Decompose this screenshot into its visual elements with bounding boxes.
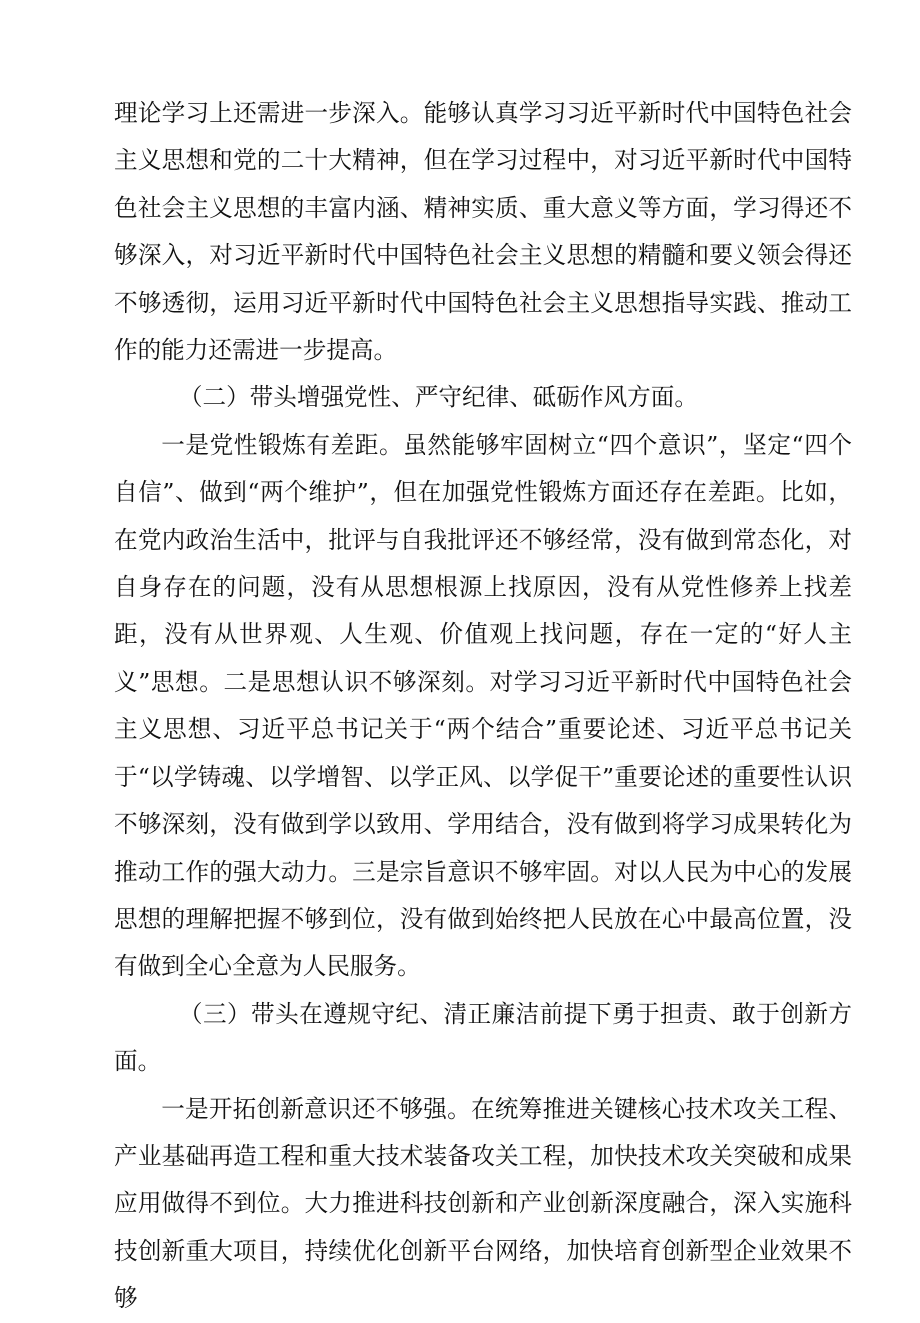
document-body xyxy=(114,90,852,1323)
section-heading-2: （二）带头增强党性、严守纪律、砥砺作风方面。 xyxy=(178,383,698,412)
section-heading-3: （三）带头在遵规守纪、清正廉洁前提下勇于担责、敢于创新方面。 xyxy=(114,999,852,1076)
paragraph-party-spirit: 一是党性锻炼有差距。虽然能够牢固树立“四个意识”，坚定“四个自信”、做到“两个维护”，但在加强党性锻炼方面还存在差距。比如，在党内政治生活中，批评与自我批评还不够经常，没有做到常态化，对自身存在的问题，没有从思想根源上找原因，没有从党性修养上找差距，没有从世界观、人生观、价值观上找问题，存在一定的“好人主义”思想。二是思想认识不够深刻。对学习习近平新时代中国特色社会主义思想、习近平总书记关于“两个结合”重要论述、习近平总书记关于“以学铸魂、以学增智、以学正风、以学促干”重要论述的重要性认识不够深刻，没有做到学以致用、学用结合，没有做到将学习成果转化为推动工作的强大动力。三是宗旨意识不够牢固。对以人民为中心的发展思想的理解把握不够到位，没有做到始终把人民放在心中最高位置，没有做到全心全意为人民服务。 xyxy=(114,430,852,981)
paragraph-innovation: 一是开拓创新意识还不够强。在统筹推进关键核心技术攻关工程、产业基础再造工程和重大技术装备攻关工程，加快技术攻关突破和成果应用做得不到位。大力推进科技创新和产业创新深度融合，深入实施科技创新重大项目，持续优化创新平台网络，加快培育创新型企业效果不够 xyxy=(114,1094,852,1313)
paragraph-theory-study: 理论学习上还需进一步深入。能够认真学习习近平新时代中国特色社会主义思想和党的二十大精神，但在学习过程中，对习近平新时代中国特色社会主义思想的丰富内涵、精神实质、重大意义等方面，学习得还不够深入，对习近平新时代中国特色社会主义思想的精髓和要义领会得还不够透彻，运用习近平新时代中国特色社会主义思想指导实践、推动工作的能力还需进一步提高。 xyxy=(114,99,852,365)
